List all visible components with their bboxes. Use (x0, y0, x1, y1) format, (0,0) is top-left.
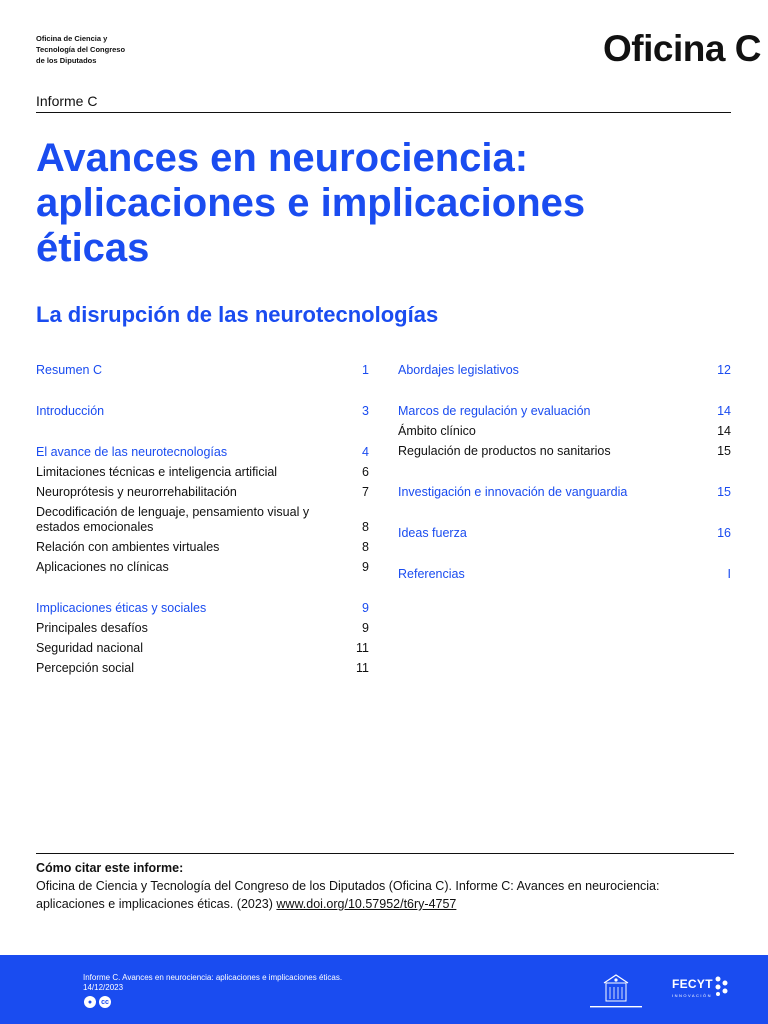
toc-entry-page: 12 (717, 363, 731, 377)
toc-entry-title: Marcos de regulación y evaluación (398, 404, 591, 418)
toc-entry-title: El avance de las neurotecnologías (36, 445, 228, 459)
toc-entry-title: Relación con ambientes virtuales (36, 540, 220, 554)
toc-entry[interactable] (398, 363, 731, 378)
toc-entry-title: Abordajes legislativos (398, 363, 519, 377)
toc-entry-title: Seguridad nacional (36, 641, 144, 655)
cc-icon: cc (99, 996, 111, 1008)
toc-entry-title: Investigación e innovación de vanguardia (398, 485, 628, 499)
toc-entry[interactable] (398, 404, 731, 419)
toc-entry-page: 8 (362, 520, 369, 534)
toc-entry-page: 1 (362, 363, 369, 377)
toc-entry-page: 3 (362, 404, 369, 418)
toc-entry-title: Principales desafíos (36, 621, 148, 635)
page-title (36, 136, 736, 271)
toc-entry[interactable] (36, 485, 369, 500)
toc-entry-title: Limitaciones técnicas e inteligencia artificial (36, 465, 278, 479)
institution-line: Oficina de Ciencia y (36, 34, 108, 43)
toc-entry-title: Referencias (398, 567, 465, 581)
toc-entry-page: 16 (717, 526, 731, 540)
doi-link[interactable]: www.doi.org/10.57952/t6ry-4757 (276, 897, 457, 911)
oficina-c-logo: Oficina C (603, 28, 761, 69)
fecyt-logo-text: FECYT (672, 977, 713, 991)
toc-entry-page: 4 (362, 445, 369, 459)
toc-entry[interactable] (398, 444, 731, 459)
toc-entry-title: Aplicaciones no clínicas (36, 560, 169, 574)
license-icons (84, 996, 111, 1008)
toc-entry-page: 9 (362, 601, 369, 615)
congreso-seal-icon (588, 969, 644, 1013)
toc-entry[interactable] (36, 505, 369, 535)
page-subtitle: La disrupción de las neurotecnologías (36, 302, 439, 327)
toc-entry-page: 8 (362, 540, 369, 554)
toc-entry-title: Decodificación de lenguaje, pensamiento visual y estados emocionales (36, 505, 310, 534)
toc-entry-page: 6 (362, 465, 369, 479)
title-line: éticas (36, 226, 150, 270)
toc-entry[interactable] (36, 621, 369, 636)
toc-entry[interactable] (36, 465, 369, 480)
toc-entry-page: 15 (717, 485, 731, 499)
citation-text (36, 877, 736, 913)
toc-entry-page: I (727, 567, 731, 581)
toc-entry[interactable] (36, 404, 369, 419)
fecyt-mark-icon (713, 975, 733, 997)
citation-line-1: Oficina de Ciencia y Tecnología del Congreso de los Diputados (Oficina C). Informe C: Avances en neurociencia: (36, 879, 660, 893)
toc-entry[interactable] (398, 424, 731, 439)
toc-entry[interactable] (36, 363, 369, 378)
footer-date: 14/12/2023 (83, 983, 124, 992)
toc-left-column (36, 363, 369, 681)
toc-entry-page: 11 (356, 641, 369, 655)
toc-entry-page: 9 (362, 560, 369, 574)
toc-entry-page: 7 (362, 485, 369, 499)
toc-entry-title: Introducción (36, 404, 105, 418)
toc-right-column (398, 363, 731, 587)
toc-entry-page: 14 (717, 404, 731, 418)
report-series: Informe C (36, 93, 98, 109)
toc-entry-title: Resumen C (36, 363, 102, 377)
toc-entry-title: Ámbito clínico (398, 424, 476, 438)
toc-entry-page: 14 (717, 424, 731, 438)
toc-entry[interactable] (36, 540, 369, 555)
title-line: Avances en neurociencia: (36, 136, 529, 180)
citation-heading: Cómo citar este informe: (36, 861, 184, 875)
toc-entry[interactable] (36, 641, 369, 656)
toc-entry-page: 15 (717, 444, 731, 458)
institution-line: de los Diputados (36, 56, 97, 65)
toc-entry-title: Percepción social (36, 661, 134, 675)
toc-entry[interactable] (36, 601, 369, 616)
footer-report-title: Informe C. Avances en neurociencia: aplicaciones e implicaciones éticas. (83, 973, 343, 982)
toc-entry-title: Regulación de productos no sanitarios (398, 444, 611, 458)
toc-entry[interactable] (398, 526, 731, 541)
toc-entry[interactable] (398, 567, 731, 582)
citation-divider (36, 853, 734, 854)
toc-entry-title: Implicaciones éticas y sociales (36, 601, 207, 615)
toc-entry[interactable] (36, 560, 369, 575)
header-divider (36, 112, 731, 113)
by-icon: ● (84, 996, 96, 1008)
title-line: aplicaciones e implicaciones (36, 181, 586, 225)
toc-entry-title: Ideas fuerza (398, 526, 467, 540)
toc-entry-page: 9 (362, 621, 369, 635)
fecyt-logo-subtext: INNOVACIÓN (672, 993, 713, 998)
toc-entry[interactable] (36, 661, 369, 676)
toc-entry[interactable] (398, 485, 731, 500)
footer-bar (0, 955, 768, 1024)
citation-line-2: aplicaciones e implicaciones éticas. (2023) (36, 897, 277, 911)
institution-line: Tecnología del Congreso (36, 45, 126, 54)
toc-entry-title: Neuroprótesis y neurorrehabilitación (36, 485, 237, 499)
toc-entry[interactable] (36, 445, 369, 460)
toc-entry-page: 11 (356, 661, 369, 675)
